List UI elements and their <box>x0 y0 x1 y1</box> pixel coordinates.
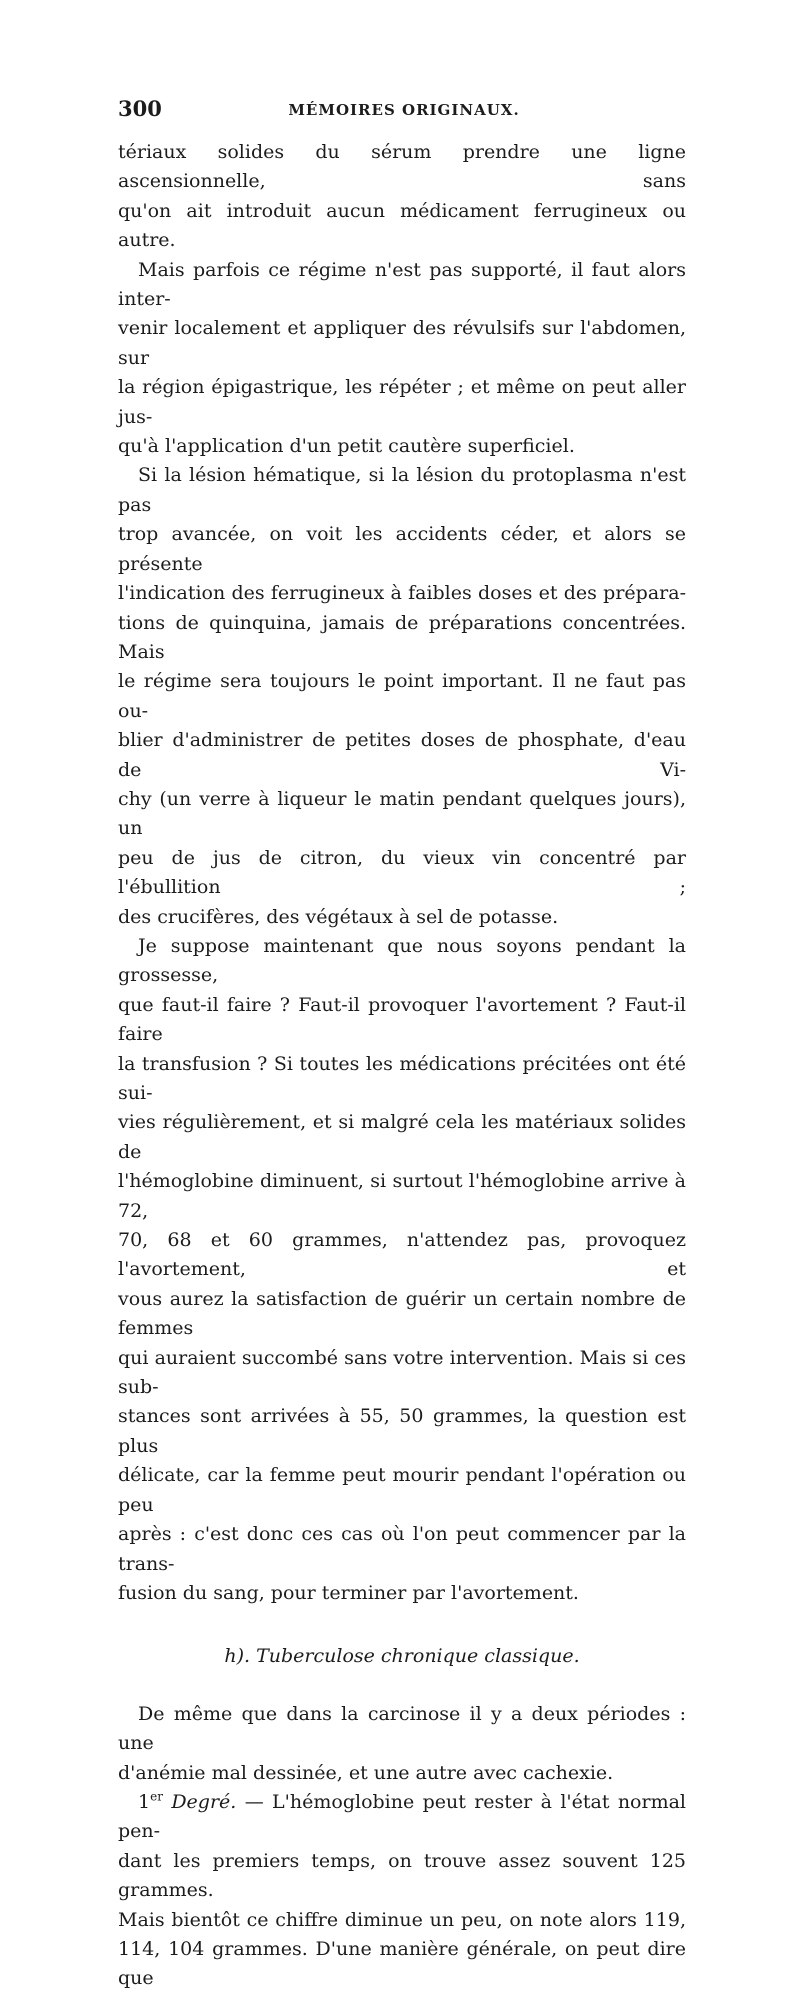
text-line: qui auraient succombé sans votre intervention. Mais si ces sub- <box>118 1346 686 1399</box>
text-line: peu de jus de citron, du vieux vin concentré par l'ébullition ; <box>118 846 686 899</box>
text-line: Si la lésion hématique, si la lésion du protoplasma n'est pas <box>118 464 686 516</box>
text-line: que faut-il faire ? Faut-il provoquer l'avortement ? Faut-il faire <box>118 993 686 1046</box>
text-line: vous aurez la satisfaction de guérir un certain nombre de femmes <box>118 1287 686 1340</box>
text-line: d'anémie mal dessinée, et une autre avec cachexie. <box>118 1761 614 1784</box>
text-line: trop avancée, on voit les accidents céder, et alors se présente <box>118 523 686 575</box>
text-line: l'indication des ferrugineux à faibles doses et des prépara- <box>118 582 686 605</box>
page-header <box>118 96 690 126</box>
text-line: vies régulièrement, et si malgré cela les matériaux solides de <box>118 1111 686 1163</box>
text-line: fusion du sang, pour terminer par l'avortement. <box>118 1581 579 1604</box>
degree-label: Degré. <box>171 1790 237 1813</box>
text-line: tériaux solides du sérum prendre une ligne ascensionnelle, sans <box>118 141 686 193</box>
text-line: dant les premiers temps, on trouve assez souvent 125 grammes. <box>118 1849 686 1902</box>
degree-superscript: er <box>150 1789 163 1804</box>
text-line: l'hémoglobine diminuent, si surtout l'hémoglobine arrive à 72, <box>118 1170 686 1222</box>
text-line: chy (un verre à liqueur le matin pendant quelques jours), un <box>118 787 686 840</box>
text-line: Mais bientôt ce chiffre diminue un peu, on note alors 119, <box>118 1908 686 1931</box>
text-line: la région épigastrique, les répéter ; et même on peut aller jus- <box>118 376 686 428</box>
section-title: h). Tuberculose chronique classique. <box>224 1645 580 1668</box>
text-line: Mais parfois ce régime n'est pas supporté, il faut alors inter- <box>118 258 686 311</box>
text-line: blier d'administrer de petites doses de phosphate, d'eau de Vi- <box>118 729 686 781</box>
page-body <box>118 138 686 1994</box>
page-number: 300 <box>118 96 162 121</box>
degree-first-line <box>118 1788 686 1847</box>
text-line: venir localement et appliquer des révulsifs sur l'abdomen, sur <box>118 317 686 369</box>
text-line: le régime sera toujours le point important. Il ne faut pas ou- <box>118 670 686 722</box>
running-head: MÉMOIRES ORIGINAUX. <box>288 101 520 119</box>
degree-first-line-text: — L'hémoglobine peut rester à l'état normal pen- <box>118 1790 687 1843</box>
text-line: 70, 68 et 60 grammes, n'attendez pas, provoquez l'avortement, et <box>118 1229 686 1281</box>
text-line: la transfusion ? Si toutes les médications précitées ont été sui- <box>118 1052 686 1104</box>
degree-number: 1 <box>138 1790 151 1813</box>
text-line: qu'à l'application d'un petit cautère superficiel. <box>118 435 575 458</box>
text-line: des crucifères, des végétaux à sel de potasse. <box>118 905 559 928</box>
text-line: Je suppose maintenant que nous soyons pendant la grossesse, <box>118 934 686 987</box>
text-line: délicate, car la femme peut mourir pendant l'opération ou peu <box>118 1464 686 1516</box>
text-line: tions de quinquina, jamais de préparations concentrées. Mais <box>118 611 686 663</box>
text-line: stances sont arrivées à 55, 50 grammes, la question est plus <box>118 1405 686 1457</box>
text-line: De même que dans la carcinose il y a deux périodes : une <box>118 1702 686 1755</box>
text-line: après : c'est donc ces cas où l'on peut commencer par la trans- <box>118 1523 686 1575</box>
text-line: 114, 104 grammes. D'une manière générale, on peut dire que <box>118 1937 686 1990</box>
text-line: qu'on ait introduit aucun médicament ferrugineux ou autre. <box>118 199 686 252</box>
